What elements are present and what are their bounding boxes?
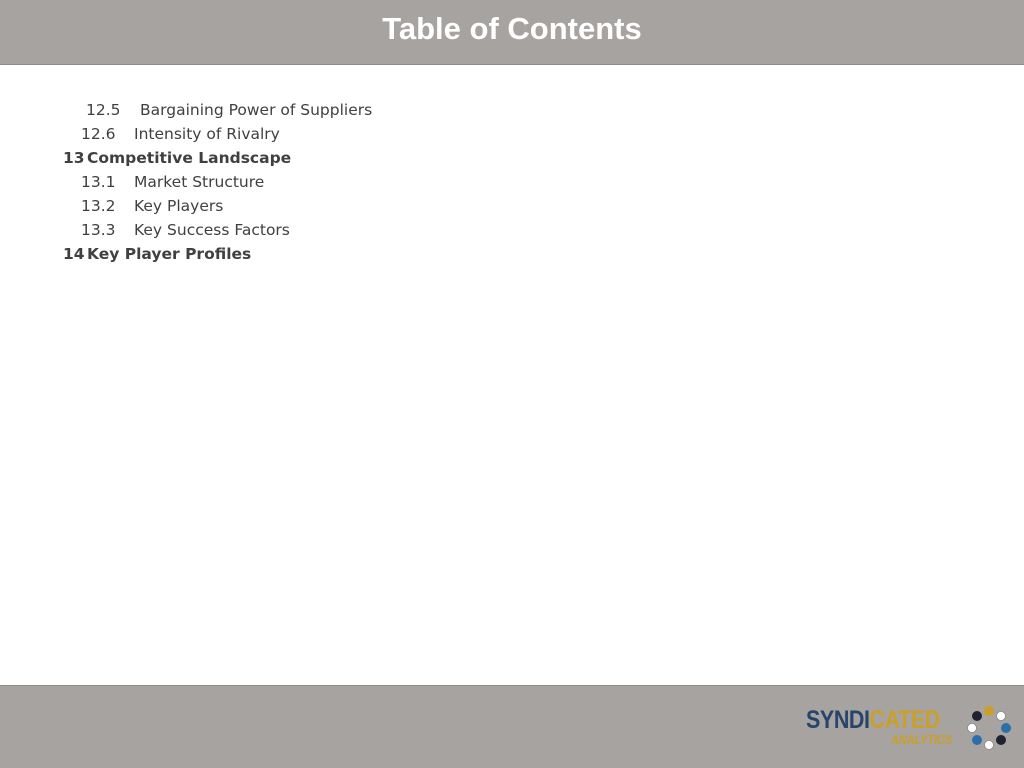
toc-section-label: Key Player Profiles xyxy=(87,245,252,263)
toc-item-number: 13.3 xyxy=(81,221,116,239)
toc-item-number: 12.5 xyxy=(86,101,121,119)
toc-item-label: Key Success Factors xyxy=(134,221,290,239)
page-title: Table of Contents xyxy=(382,11,642,46)
toc-item-label: Bargaining Power of Suppliers xyxy=(140,101,373,119)
toc-item-label: Market Structure xyxy=(134,173,265,191)
toc-section-number: 13 xyxy=(63,149,85,167)
header-bar xyxy=(0,0,1024,65)
toc-section-number: 14 xyxy=(63,245,85,263)
toc-section-label: Competitive Landscape xyxy=(87,149,292,167)
toc-item-number: 13.2 xyxy=(81,197,116,215)
toc-item-number: 12.6 xyxy=(81,125,116,143)
logo-dots-icon xyxy=(966,705,1012,751)
logo-word-part1: SYNDI xyxy=(806,706,870,734)
company-logo xyxy=(806,705,1014,753)
logo-wordmark xyxy=(806,705,940,735)
toc-item-label: Intensity of Rivalry xyxy=(134,125,280,143)
logo-subtitle: ANALYTICS xyxy=(891,732,952,747)
logo-word-part2: CATED xyxy=(869,706,940,734)
toc-item-number: 13.1 xyxy=(81,173,116,191)
toc-item-label: Key Players xyxy=(134,197,224,215)
footer-bar xyxy=(0,685,1024,768)
